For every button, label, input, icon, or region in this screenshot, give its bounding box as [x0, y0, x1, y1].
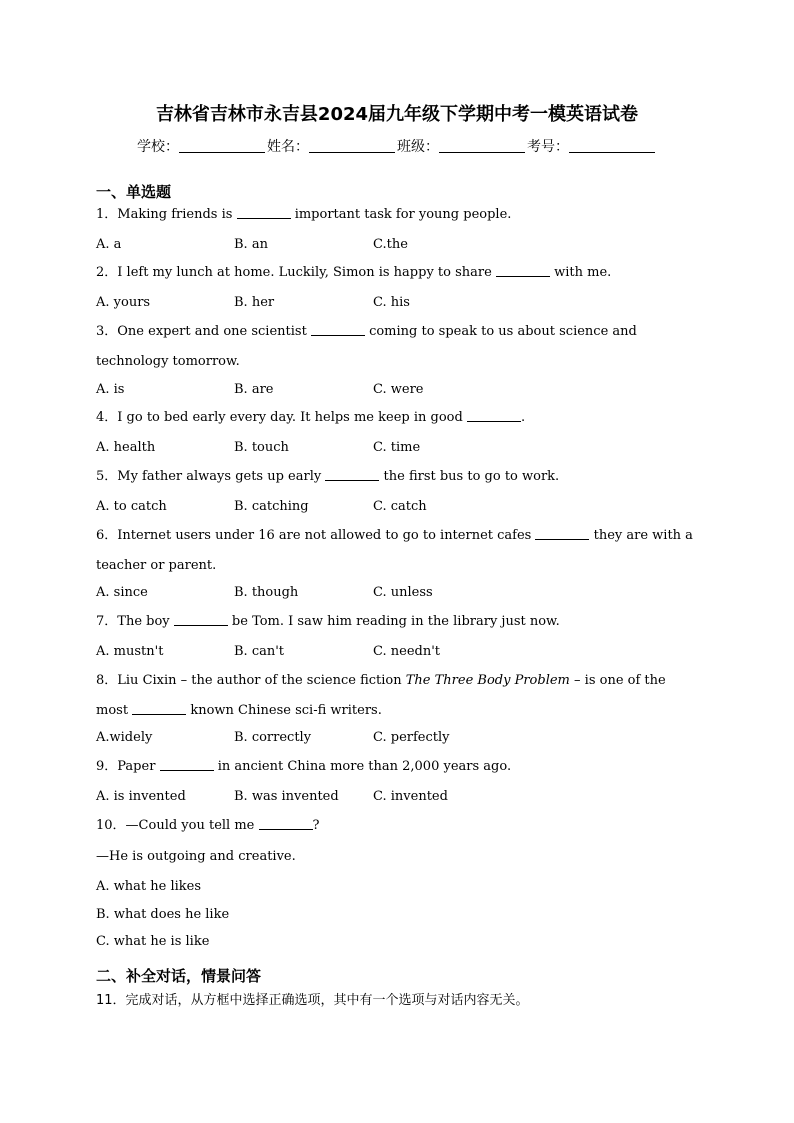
option-a[interactable]: A. is invented: [96, 789, 186, 804]
option-a[interactable]: A. is: [96, 382, 125, 397]
option-b[interactable]: B. what does he like: [96, 907, 230, 922]
question-8: 8．Liu Cixin – the author of the science fiction The Three Body Problem – is one of the most known Chinese sci-fi writers.: [96, 673, 666, 718]
option-b[interactable]: B. touch: [234, 440, 289, 455]
option-c[interactable]: C. perfectly: [373, 730, 450, 745]
answer-blank: [467, 409, 521, 422]
question-3: 3．One expert and one scientist coming to speak to us about science and technology tomorrow.: [96, 324, 637, 369]
option-a[interactable]: A. health: [96, 440, 156, 455]
option-a[interactable]: A. a: [96, 237, 122, 252]
question-1: 1．Making friends is important task for young people.: [96, 207, 512, 222]
answer-blank: [237, 206, 291, 219]
option-c[interactable]: C. needn't: [373, 644, 440, 659]
option-a[interactable]: A. since: [96, 585, 148, 600]
page-title: 吉林省吉林市永吉县2024届九年级下学期中考一模英语试卷: [155, 104, 639, 125]
option-b[interactable]: B. her: [234, 295, 275, 310]
question-10-reply: —He is outgoing and creative.: [96, 849, 296, 864]
option-c[interactable]: C. were: [373, 382, 424, 397]
book-title: The Three Body Problem: [405, 673, 570, 688]
option-c[interactable]: C. unless: [373, 585, 433, 600]
option-b[interactable]: B. though: [234, 585, 299, 600]
option-c[interactable]: C. what he is like: [96, 934, 210, 949]
answer-blank: [160, 758, 214, 771]
answer-blank: [496, 264, 550, 277]
option-c[interactable]: C.the: [373, 237, 408, 252]
question-11: 11．完成对话，从方框中选择正确选项，其中有一个选项与对话内容无关。: [96, 993, 529, 1008]
answer-blank: [311, 323, 365, 336]
option-c[interactable]: C. invented: [373, 789, 448, 804]
section-heading: 一、单选题: [96, 183, 172, 201]
section-heading: 二、补全对话，情景问答: [96, 967, 262, 985]
option-b[interactable]: B. are: [234, 382, 274, 397]
answer-blank: [132, 702, 186, 715]
option-b[interactable]: B. catching: [234, 499, 309, 514]
class-label: 班级：: [397, 139, 439, 155]
option-a[interactable]: A. to catch: [96, 499, 167, 514]
exam-number-label: 考号：: [527, 139, 569, 155]
question-7: 7．The boy be Tom. I saw him reading in the library just now.: [96, 614, 560, 629]
question-9: 9．Paper in ancient China more than 2,000 years ago.: [96, 759, 512, 774]
name-label: 姓名：: [267, 139, 309, 155]
answer-blank: [325, 468, 379, 481]
question-10: 10．—Could you tell me ?: [96, 818, 320, 833]
option-b[interactable]: B. was invented: [234, 789, 339, 804]
school-label: 学校：: [137, 139, 179, 155]
answer-blank: [174, 613, 228, 626]
student-info-line: [0, 136, 794, 156]
option-a[interactable]: A. yours: [96, 295, 151, 310]
question-4: 4．I go to bed early every day. It helps me keep in good .: [96, 410, 526, 425]
question-6: 6．Internet users under 16 are not allowed to go to internet cafes they are with a teacher or parent.: [96, 528, 693, 573]
class-blank[interactable]: [439, 138, 525, 153]
answer-blank: [535, 527, 589, 540]
exam-number-blank[interactable]: [569, 138, 655, 153]
option-b[interactable]: B. can't: [234, 644, 285, 659]
school-blank[interactable]: [179, 138, 265, 153]
question-2: 2．I left my lunch at home. Luckily, Simon is happy to share with me.: [96, 265, 612, 280]
option-c[interactable]: C. his: [373, 295, 410, 310]
name-blank[interactable]: [309, 138, 395, 153]
option-a[interactable]: A. what he likes: [96, 879, 202, 894]
option-b[interactable]: B. correctly: [234, 730, 312, 745]
option-b[interactable]: B. an: [234, 237, 268, 252]
option-c[interactable]: C. catch: [373, 499, 427, 514]
option-a[interactable]: A. mustn't: [96, 644, 164, 659]
option-c[interactable]: C. time: [373, 440, 421, 455]
question-5: 5．My father always gets up early the first bus to go to work.: [96, 469, 560, 484]
option-a[interactable]: A.widely: [96, 730, 153, 745]
answer-blank: [259, 817, 313, 830]
